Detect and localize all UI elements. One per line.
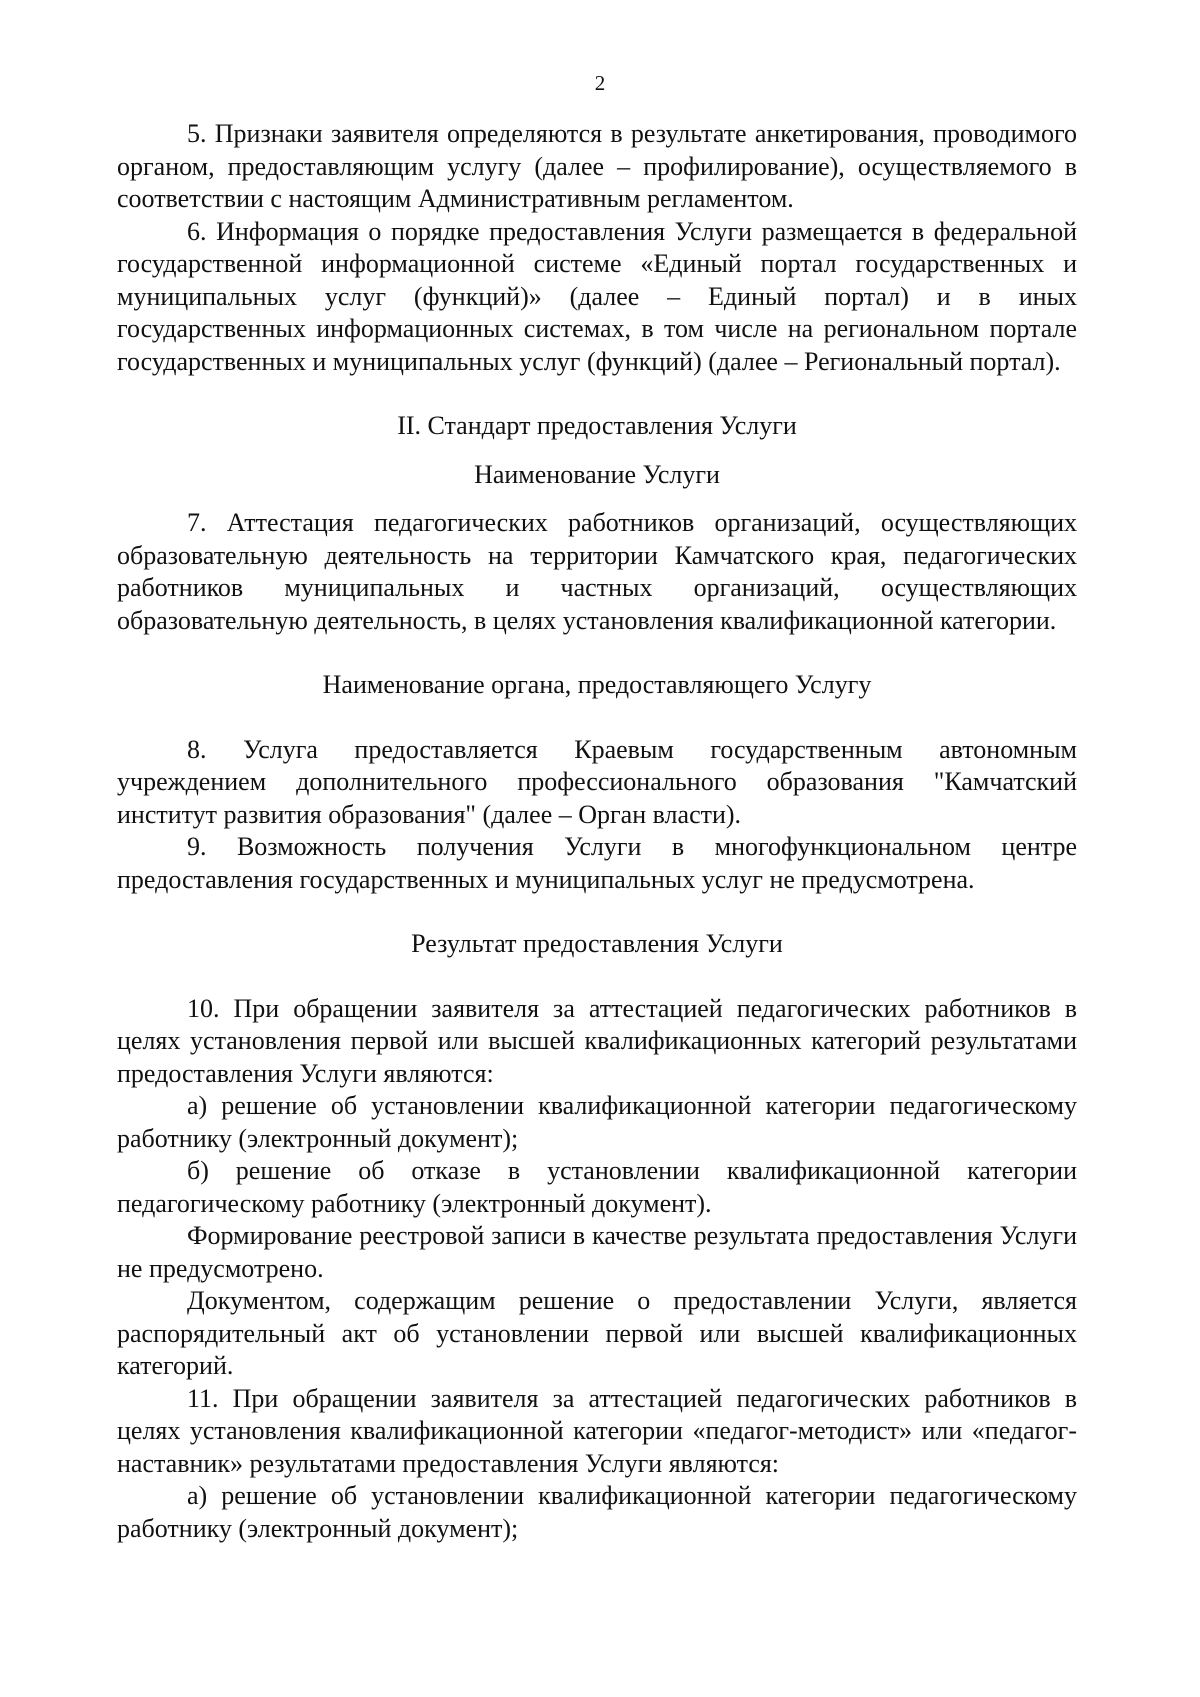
section-title: II. Стандарт предоставления Услуги xyxy=(397,411,797,440)
paragraph-6: 6. Информация о порядке предоставления Услуги размещается в федеральной государственной информационной системе «Единый портал государственных и муниципальных услуг (функций)» (далее – Единый портал) и в иных государственных информационных системах, в том числе на региональном портале государственных и муниципальных услуг (функций) (далее – Региональный портал). xyxy=(117,216,1077,376)
document-body xyxy=(117,118,1077,1545)
paragraph-document: Документом, содержащим решение о предоставлении Услуги, является распорядительный акт об установлении первой или высшей квалификационных категорий. xyxy=(117,1286,1077,1380)
paragraph-7: 7. Аттестация педагогических работников организаций, осуществляющих образовательную деятельность на территории Камчатского края, педагогических работников муниципальных и частных организаций, осуществляющих образовательную деятельность, в целях установления квалификационной категории. xyxy=(117,508,1077,635)
heading-result: Результат предоставления Услуги xyxy=(411,929,783,958)
paragraph-11: 11. При обращении заявителя за аттестацией педагогических работников в целях установления квалификационной категории «педагог-методист» или «педагог-наставник» результатами предоставления Услуги являются: xyxy=(117,1383,1077,1478)
paragraph-10: 10. При обращении заявителя за аттестацией педагогических работников в целях установления первой или высшей квалификационных категорий результатами предоставления Услуги являются: xyxy=(117,993,1077,1088)
paragraph-registry: Формирование реестровой записи в качестве результата предоставления Услуги не предусмотрено. xyxy=(117,1221,1077,1283)
paragraph-5: 5. Признаки заявителя определяются в результате анкетирования, проводимого органом, предоставляющим услугу (далее – профилирование), осуществляемого в соответствии с настоящим Административным регламентом. xyxy=(117,119,1077,213)
paragraph-9: 9. Возможность получения Услуги в многофункциональном центре предоставления государственных и муниципальных услуг не предусмотрена. xyxy=(117,832,1077,894)
paragraph-8: 8. Услуга предоставляется Краевым государственным автономным учреждением дополнительного профессионального образования "Камчатский институт развития образования" (далее – Орган власти). xyxy=(117,734,1077,829)
paragraph-10b: б) решение об отказе в установлении квалификационной категории педагогическому работнику (электронный документ). xyxy=(117,1156,1077,1218)
paragraph-10a: а) решение об установлении квалификационной категории педагогическому работнику (электронный документ); xyxy=(117,1091,1077,1153)
page-number: 2 xyxy=(594,71,606,95)
heading-authority-name: Наименование органа, предоставляющего Услугу xyxy=(322,670,872,699)
paragraph-11a: а) решение об установлении квалификационной категории педагогическому работнику (электронный документ); xyxy=(117,1481,1077,1543)
heading-service-name: Наименование Услуги xyxy=(474,459,720,489)
